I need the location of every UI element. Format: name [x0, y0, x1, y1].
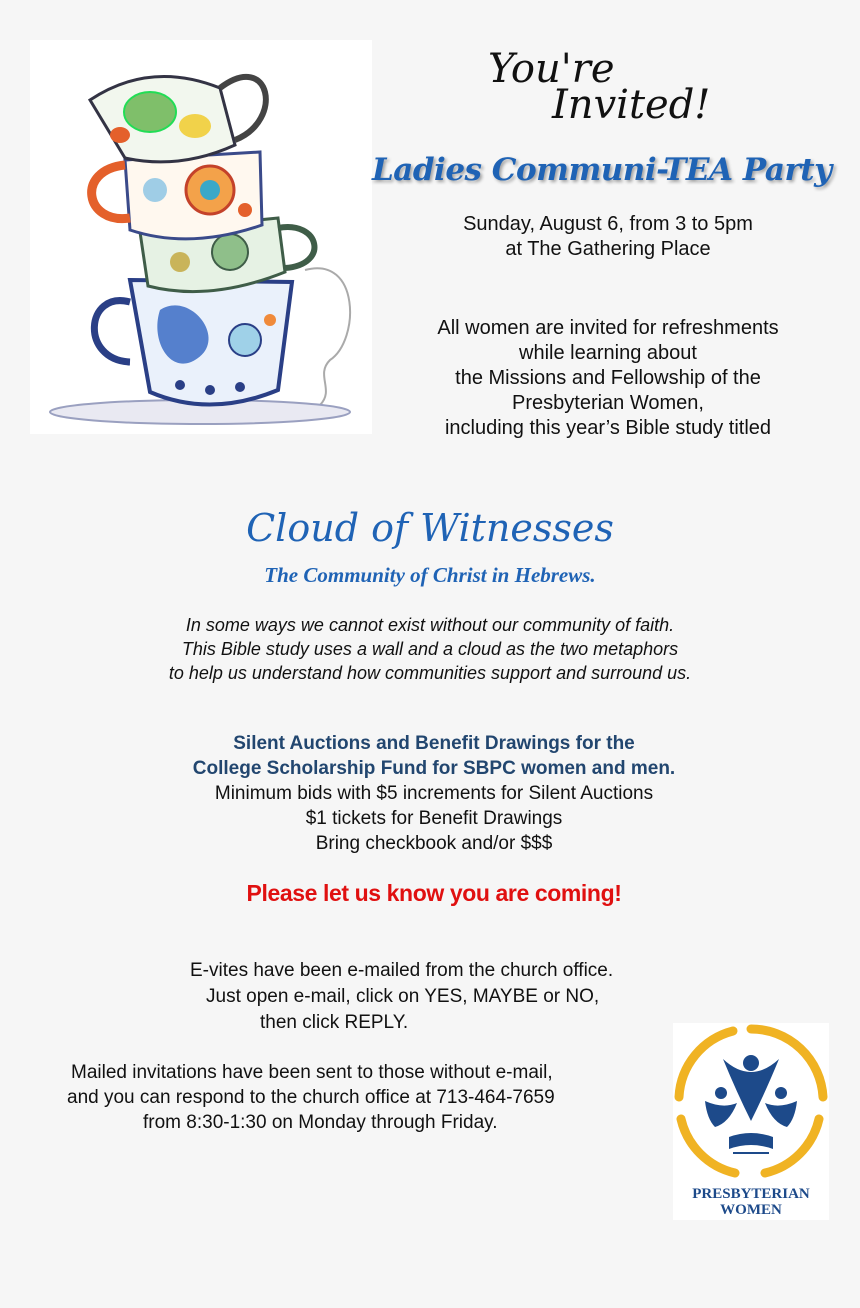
- study-description-line: In some ways we cannot exist without our community of faith.: [185, 615, 675, 635]
- auction-detail: Minimum bids with $5 increments for Silent Auctions: [214, 783, 654, 804]
- auction-detail: Bring checkbook and/or $$$: [315, 833, 553, 854]
- auction-heading: Silent Auctions and Benefit Drawings for the: [233, 733, 635, 754]
- presbyterian-women-logo: [673, 1023, 829, 1220]
- mail-line: from 8:30-1:30 on Monday through Friday.: [143, 1112, 498, 1133]
- evite-line: Just open e-mail, click on YES, MAYBE or NO,: [206, 986, 600, 1007]
- event-when: [380, 212, 836, 262]
- about-line: Presbyterian Women,: [512, 392, 704, 414]
- about-line: All women are invited for refreshments: [437, 317, 779, 339]
- about-line: the Missions and Fellowship of the: [455, 367, 761, 389]
- invited-line2: Invited!: [552, 82, 711, 128]
- auction-detail: $1 tickets for Benefit Drawings: [305, 808, 563, 829]
- rsvp-callout: Please let us know you are coming!: [246, 880, 622, 906]
- study-description-line: This Bible study uses a wall and a cloud as the two metaphors: [181, 639, 679, 659]
- evite-line: E-vites have been e-mailed from the church office.: [190, 960, 614, 981]
- about-line: while learning about: [519, 342, 697, 364]
- mail-line: and you can respond to the church office at 713-464-7659: [67, 1087, 555, 1108]
- study-description: [0, 613, 860, 685]
- pw-emblem-icon: [673, 1023, 829, 1183]
- evite-line: then click REPLY.: [260, 1012, 409, 1033]
- event-place: at The Gathering Place: [505, 238, 711, 260]
- auction-heading: College Scholarship Fund for SBPC women and men.: [192, 758, 676, 779]
- about-line: including this year’s Bible study titled: [444, 417, 772, 439]
- study-title: Cloud of Witnesses: [246, 506, 614, 550]
- event-date: Sunday, August 6, from 3 to 5pm: [463, 213, 753, 235]
- youre-invited-script: [470, 40, 740, 130]
- auction-section: [0, 731, 860, 856]
- pw-wordmark-line1: PRESBYTERIAN: [692, 1186, 810, 1202]
- about-paragraph: [380, 316, 836, 441]
- study-description-line: to help us understand how communities support and surround us.: [168, 663, 692, 683]
- party-title: Ladies Communi-TEA Party: [372, 152, 832, 188]
- stacked-teacups-illustration: [30, 40, 372, 434]
- invited-line1: You're: [488, 46, 615, 92]
- pw-wordmark: [673, 1186, 829, 1218]
- study-subtitle: The Community of Christ in Hebrews.: [264, 563, 596, 587]
- pw-wordmark-line2: WOMEN: [720, 1202, 782, 1218]
- mail-line: Mailed invitations have been sent to those without e-mail,: [71, 1062, 553, 1083]
